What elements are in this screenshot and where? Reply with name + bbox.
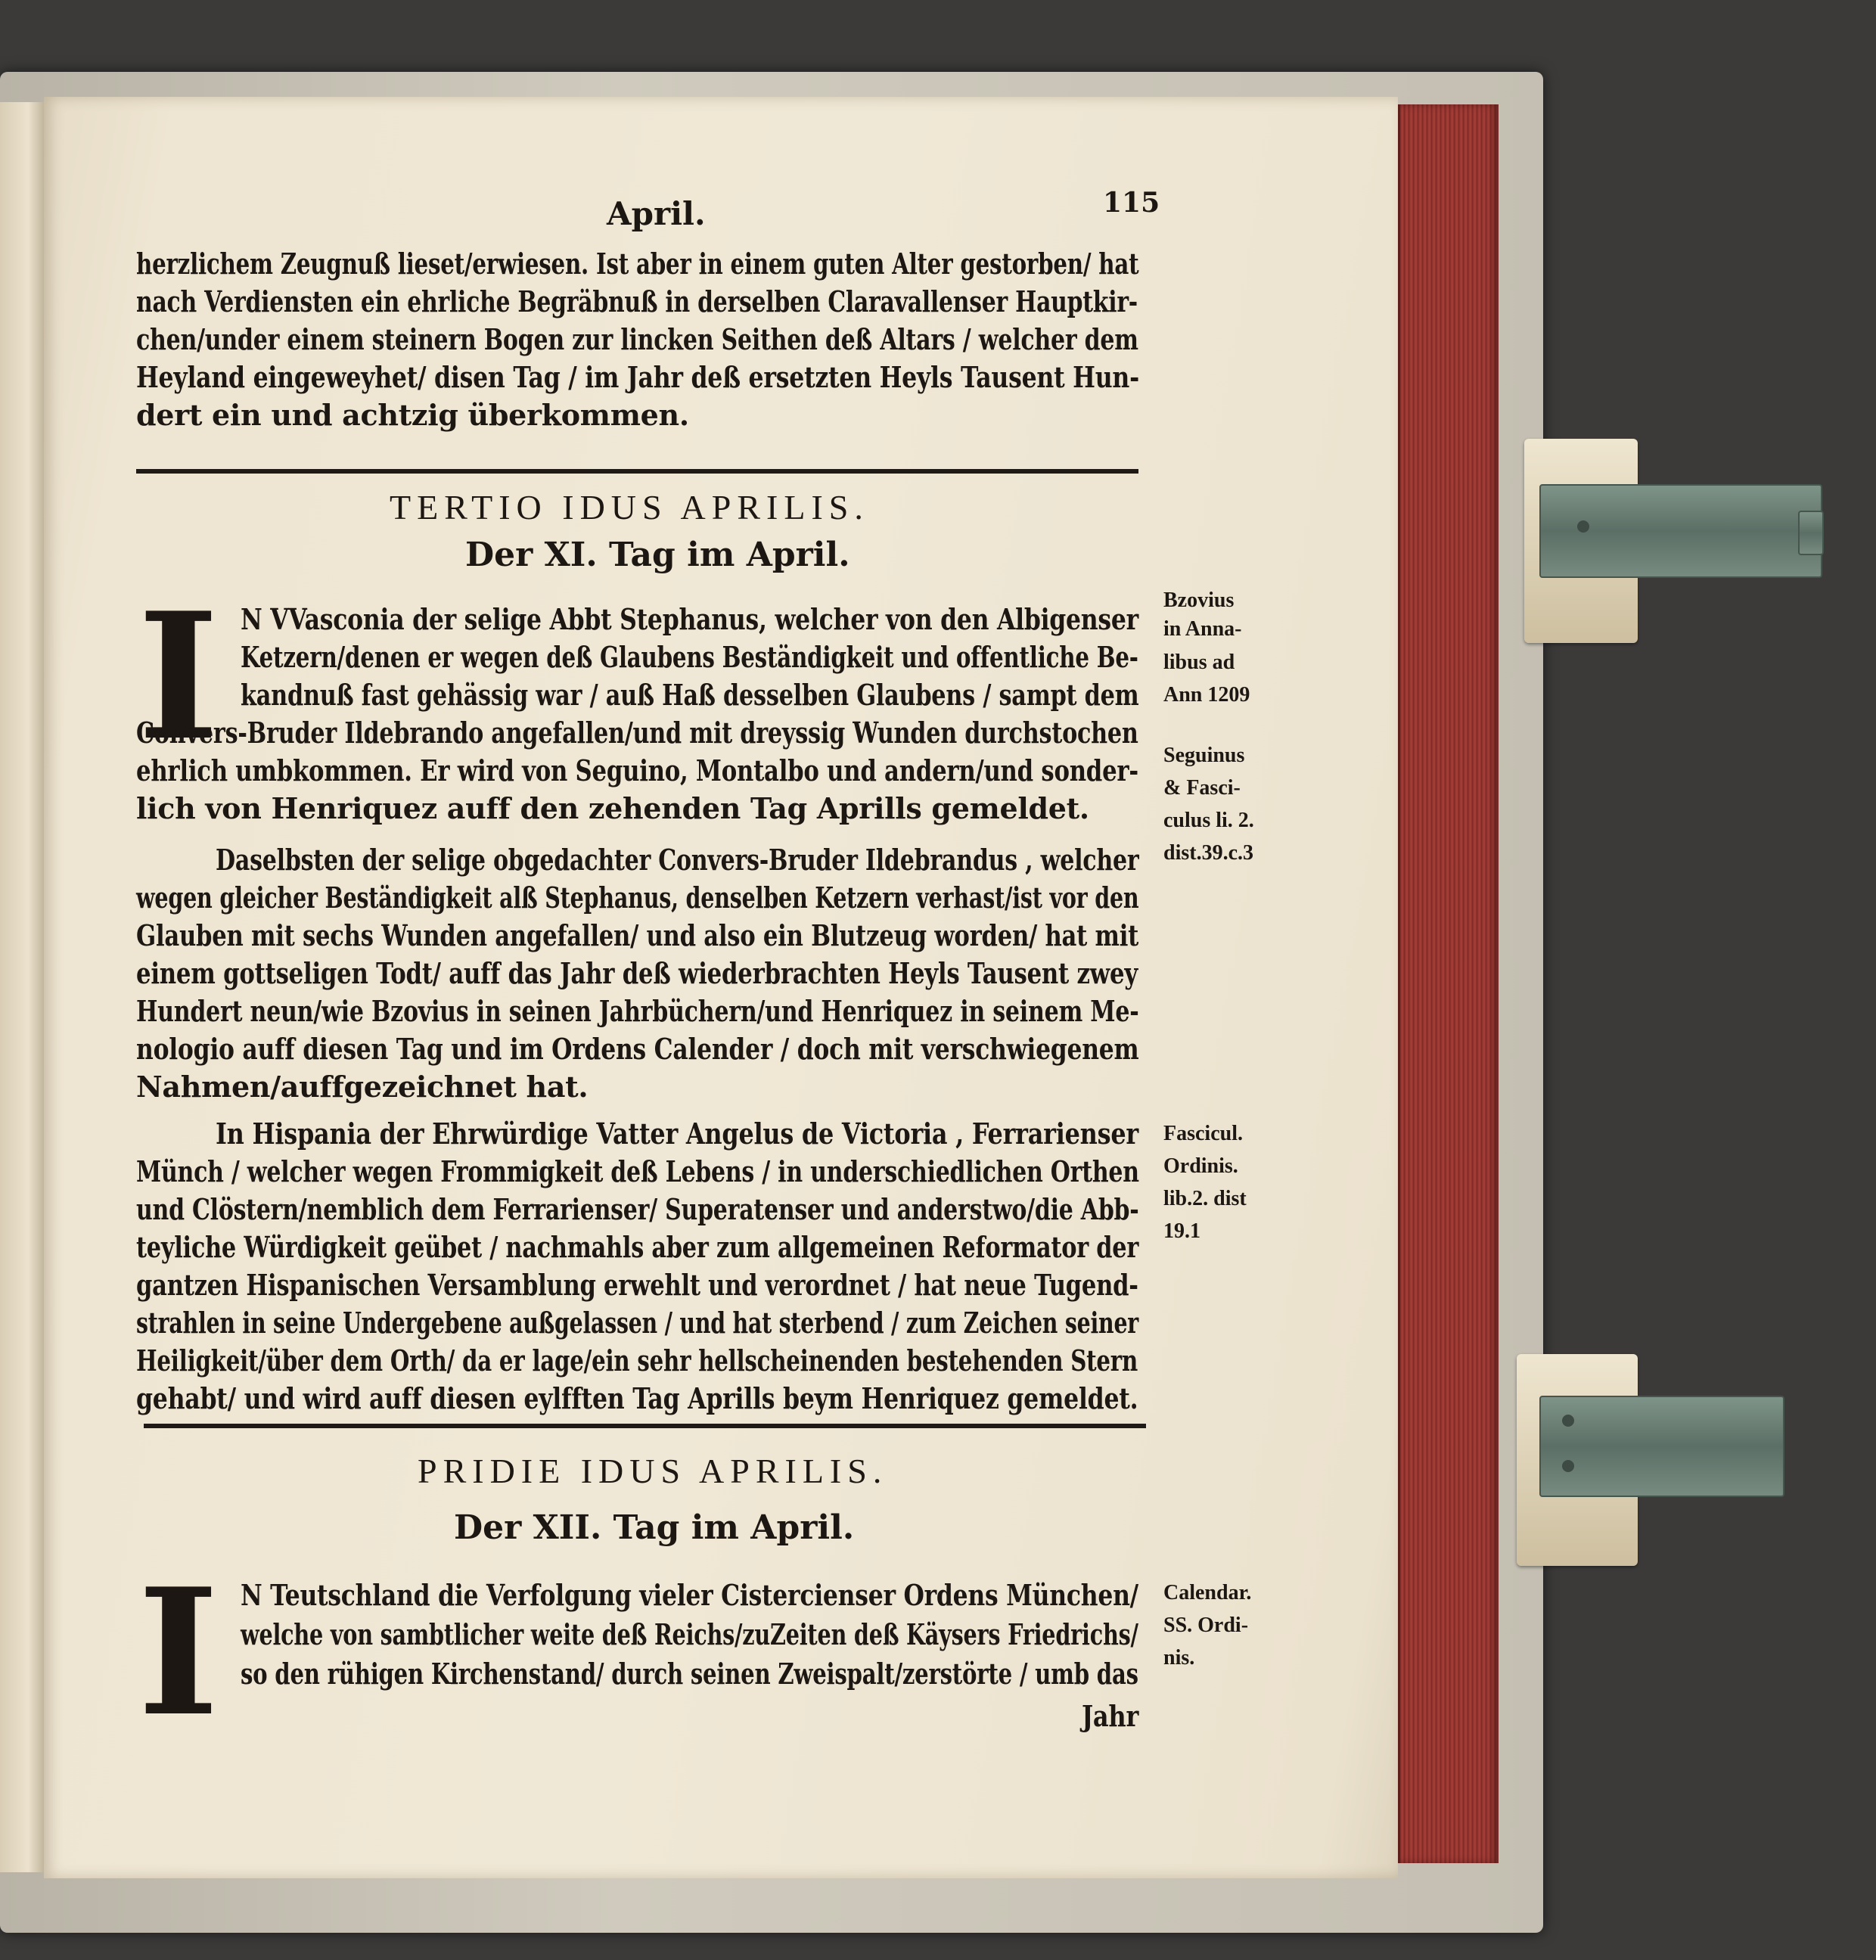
day-heading: Der XII. Tag im April. — [454, 1508, 855, 1547]
section-heading: PRIDIE IDUS APRILIS. — [418, 1452, 888, 1490]
upper-clasp — [1517, 439, 1827, 643]
facing-page-edge — [0, 102, 47, 1872]
catchword: Jahr — [1082, 1699, 1139, 1733]
margin-note-line: nis. — [1163, 1646, 1195, 1670]
margin-note-line: Ordinis. — [1163, 1154, 1238, 1178]
text-line: dert ein und achtzig überkommen. — [136, 398, 689, 432]
clasp-rivet — [1577, 520, 1589, 533]
text-line: strahlen in seine Undergebene außgelassen / und hat sterbend / zum Zeichen seiner — [136, 1306, 1139, 1340]
margin-note-line: Bzovius — [1163, 589, 1235, 612]
text-line: Daselbsten der selige obgedachter Convers-Bruder Ildebrandus , welcher — [216, 843, 1139, 877]
text-line: Münch / welcher wegen Frommigkeit deß Lebens / in underschiedlichen Orthen — [136, 1154, 1139, 1188]
text-line: Nahmen/auffgezeichnet hat. — [136, 1070, 589, 1104]
margin-note-line: Calendar. — [1163, 1581, 1252, 1604]
text-line: herzlichem Zeugnuß lieset/erwiesen. Ist aber in einem guten Alter gestorben/ hat — [136, 247, 1139, 281]
section-rule — [144, 1424, 1146, 1428]
margin-note-line: 19.1 — [1163, 1219, 1200, 1243]
day-heading: Der XI. Tag im April. — [465, 536, 850, 574]
text-line: nach Verdiensten ein ehrliche Begräbnuß in derselben Claravallenser Hauptkir- — [136, 284, 1138, 318]
text-line: Heyland eingeweyhet/ disen Tag / im Jahr deß ersetzten Heyls Tausent Hun- — [136, 360, 1139, 394]
text-line: Glauben mit sechs Wunden angefallen/ und also ein Blutzeug worden/ hat mit — [136, 918, 1139, 952]
drop-cap-initial: I — [138, 1551, 219, 1755]
page-number: 115 — [1103, 187, 1160, 219]
text-line: Heiligkeit/über dem Orth/ da er lage/ein sehr hellscheinenden bestehenden Stern — [136, 1343, 1138, 1378]
text-line: und Clöstern/nemblich dem Ferrarienser/ Superatenser und anderstwo/die Abb- — [136, 1192, 1139, 1226]
text-line: In Hispania der Ehrwürdige Vatter Angelus de Victoria , Ferrarienser — [216, 1117, 1138, 1151]
text-line: gehabt/ und wird auff diesen eylfften Tag Aprills beym Henriquez gemeldet. — [136, 1381, 1138, 1415]
text-line: N Teutschland die Verfolgung vieler Cistercienser Ordens München/ — [241, 1578, 1138, 1612]
margin-note-line: Ann 1209 — [1163, 683, 1250, 707]
red-page-edges — [1398, 104, 1499, 1863]
text-line: ehrlich umbkommen. Er wird von Seguino, Montalbo und andern/und sonder- — [136, 753, 1138, 787]
clasp-rivet — [1562, 1460, 1574, 1472]
text-line: N VVasconia der selige Abbt Stephanus, welcher von den Albigenser — [241, 602, 1139, 636]
text-line: Convers-Bruder Ildebrando angefallen/und mit dreyssig Wunden durchstochen — [136, 716, 1138, 750]
text-line: welche von sambtlicher weite deß Reichs/zuZeiten deß Käysers Friedrichs/ — [241, 1617, 1138, 1651]
text-line: teyliche Würdigkeit geübet / nachmahls aber zum allgemeinen Reformator der — [136, 1230, 1139, 1264]
clasp-metal-strap — [1539, 1396, 1784, 1497]
text-line: so den rühigen Kirchenstand/ durch seinen Zweispalt/zerstörte / umb das — [241, 1657, 1138, 1691]
text-line: wegen gleicher Beständigkeit alß Stephanus, denselben Ketzern verhast/ist vor den — [136, 881, 1139, 915]
text-line: einem gottseligen Todt/ auff das Jahr deß wiederbrachten Heyls Tausent zwey — [136, 956, 1138, 990]
text-line: Hundert neun/wie Bzovius in seinen Jahrbüchern/und Henriquez in seinem Me- — [136, 994, 1139, 1028]
lower-clasp — [1517, 1354, 1804, 1566]
margin-note-line: SS. Ordi- — [1163, 1614, 1249, 1637]
clasp-rivet — [1562, 1415, 1574, 1427]
margin-note-line: & Fasci- — [1163, 776, 1241, 800]
margin-note-line: culus li. 2. — [1163, 809, 1254, 832]
section-heading: TERTIO IDUS APRILIS. — [390, 488, 869, 526]
margin-note-line: Fascicul. — [1163, 1122, 1243, 1145]
running-head-title: April. — [607, 195, 706, 232]
text-line: kandnuß fast gehässig war / auß Haß desselben Glaubens / sampt dem — [241, 678, 1139, 712]
clasp-hook — [1798, 511, 1824, 555]
text-line: Ketzern/denen er wegen deß Glaubens Beständigkeit und offentliche Be- — [241, 640, 1138, 674]
margin-note-line: lib.2. dist — [1163, 1187, 1247, 1210]
text-line: nologio auff diesen Tag und im Ordens Calender / doch mit verschwiegenem — [136, 1032, 1139, 1066]
margin-note-line: libus ad — [1163, 651, 1235, 674]
text-line: gantzen Hispanischen Versamblung erwehlt und verordnet / hat neue Tugend- — [136, 1268, 1138, 1302]
drop-cap-initial: I — [138, 575, 219, 779]
margin-note-line: in Anna- — [1163, 617, 1242, 641]
text-line: chen/under einem steinern Bogen zur lincken Seithen deß Altars / welcher dem — [136, 322, 1138, 356]
section-rule — [136, 469, 1138, 474]
text-line: lich von Henriquez auff den zehenden Tag Aprills gemeldet. — [136, 791, 1089, 825]
margin-note-line: Seguinus — [1163, 744, 1245, 767]
margin-note-line: dist.39.c.3 — [1163, 841, 1253, 865]
